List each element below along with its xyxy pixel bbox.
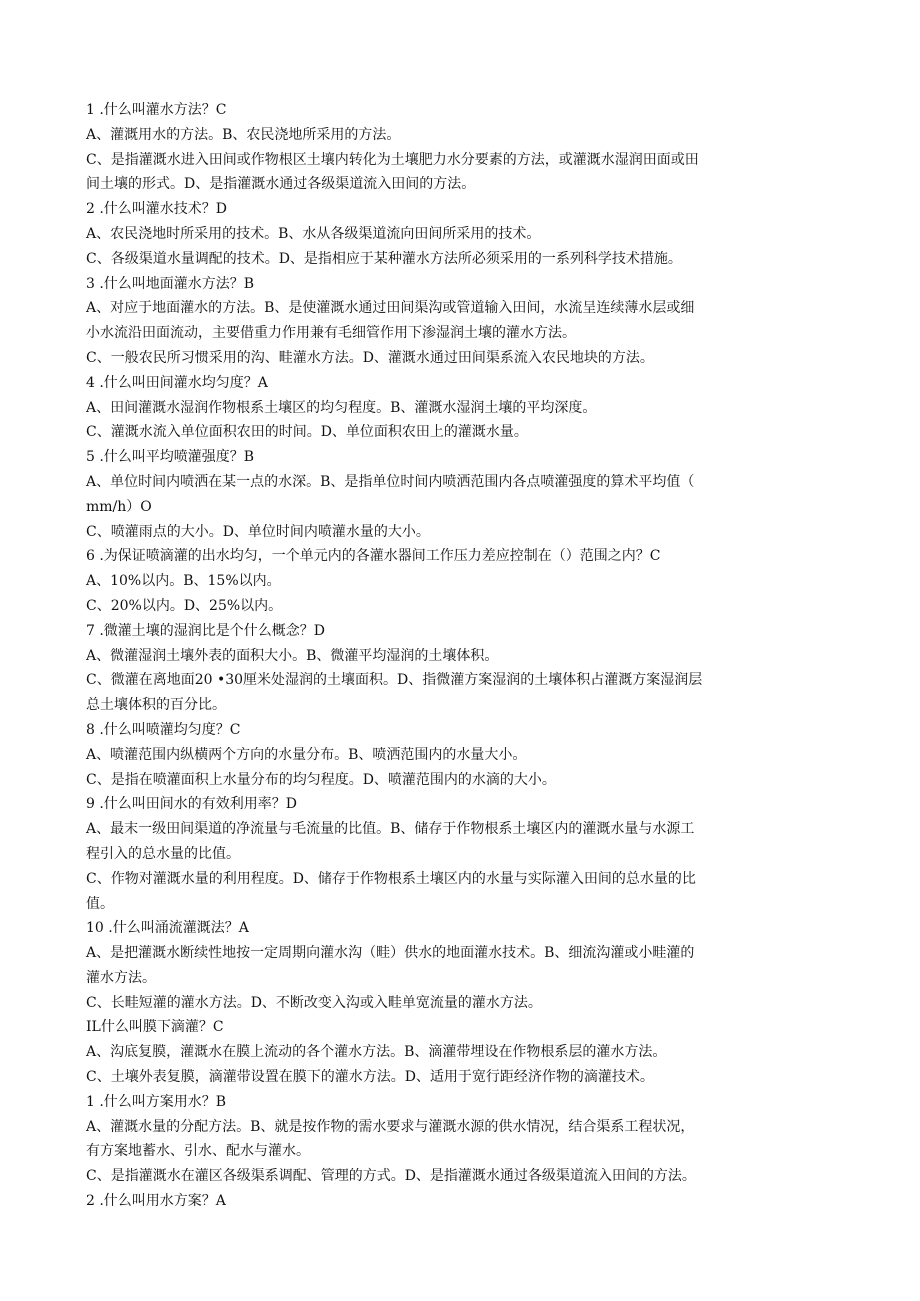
text-line: C、是指灌溉水进入田间或作物根区土壤内转化为土壤肥力水分要素的方法，或灌溉水湿润田面或田 <box>86 151 699 168</box>
text-line: A、田间灌溉水湿润作物根系土壤区的均匀程度。B、灌溉水湿润土壤的平均深度。 <box>86 399 597 416</box>
text-line: 10 .什么叫涌流灌溉法？A <box>86 920 249 937</box>
text-line: C、各级渠道水量调配的技术。D、是指相应于某种灌水方法所必须采用的一系列科学技术措施。 <box>86 250 682 267</box>
text-line: 小水流沿田面流动，主要借重力作用兼有毛细管作用下渗湿润土壤的灌水方法。 <box>86 325 576 342</box>
text-line: A、单位时间内喷洒在某一点的水深。B、是指单位时间内喷洒范围内各点喷灌强度的算术平均值（ <box>86 473 695 490</box>
text-line: 3 .什么叫地面灌水方法？B <box>86 275 255 292</box>
text-line: C、一般农民所习惯采用的沟、畦灌水方法。D、灌溉水通过田间渠系流入农民地块的方法。 <box>86 349 654 366</box>
text-line: A、喷灌范围内纵横两个方向的水量分布。B、喷洒范围内的水量大小。 <box>86 746 527 763</box>
text-line: IL什么叫膜下滴灌？C <box>86 1019 224 1036</box>
text-line: 总土壤体积的百分比。 <box>86 697 226 714</box>
text-line: 8 .什么叫喷灌均匀度？C <box>86 721 241 738</box>
text-line: mm/h）O <box>86 498 152 515</box>
text-line: 程引入的总水量的比值。 <box>86 845 240 862</box>
text-line: 值。 <box>86 895 114 912</box>
text-line: C、灌溉水流入单位面积农田的时间。D、单位面积农田上的灌溉水量。 <box>86 424 528 441</box>
text-line: 2 .什么叫用水方案？A <box>86 1193 226 1210</box>
text-line: C、土壤外表复膜，滴灌带设置在膜下的灌水方法。D、适用于宽行距经济作物的滴灌技术。 <box>86 1069 654 1086</box>
text-line: 7 .微灌土壤的湿润比是个什么概念？D <box>86 622 326 639</box>
text-line: 5 .什么叫平均喷灌强度？B <box>86 449 255 466</box>
text-line: 6 .为保证喷滴灌的出水均匀，一个单元内的各灌水器间工作压力差应控制在（）范围之内？C <box>86 548 661 565</box>
text-line: A、10%以内。B、15%以内。 <box>86 573 281 590</box>
text-line: 1 .什么叫灌水方法？C <box>86 102 227 118</box>
text-line: C、喷灌雨点的大小。D、单位时间内喷灌水量的大小。 <box>86 523 430 540</box>
text-line: 4 .什么叫田间灌水均匀度？A <box>86 374 268 391</box>
text-line: A、最末一级田间渠道的净流量与毛流量的比值。B、储存于作物根系土壤区内的灌溉水量与水源工 <box>86 821 695 838</box>
text-line: A、灌溉用水的方法。B、农民浇地所采用的方法。 <box>86 126 401 143</box>
text-line: A、对应于地面灌水的方法。B、是使灌溉水通过田间渠沟或管道输入田间，水流呈连续薄水层或细 <box>86 300 695 317</box>
text-line: 9 .什么叫田间水的有效利用率？D <box>86 796 298 813</box>
text-line: C、微灌在离地面20 •30厘米处湿润的土壤面积。D、指微灌方案湿润的土壤体积占灌溉方案湿润层 <box>86 672 703 689</box>
text-line: 有方案地蓄水、引水、配水与灌水。 <box>86 1143 310 1160</box>
text-line: 间土壤的形式。D、是指灌溉水通过各级渠道流入田间的方法。 <box>86 176 476 193</box>
document-body <box>86 98 836 1214</box>
text-line: 1 .什么叫方案用水？B <box>86 1093 227 1110</box>
text-line: A、沟底复膜，灌溉水在膜上流动的各个灌水方法。B、滴灌带埋设在作物根系层的灌水方法。 <box>86 1044 667 1061</box>
text-line: A、灌溉水量的分配方法。B、就是按作物的需水要求与灌溉水源的供水情况，结合渠系工程状况， <box>86 1118 695 1135</box>
text-line: 灌水方法。 <box>86 969 156 986</box>
text-line: 2 .什么叫灌水技术？D <box>86 201 228 218</box>
text-line: A、农民浇地时所采用的技术。B、水从各级渠道流向田间所采用的技术。 <box>86 225 541 242</box>
text-line: A、是把灌溉水断续性地按一定周期向灌水沟（畦）供水的地面灌水技术。B、细流沟灌或小畦灌的 <box>86 945 695 962</box>
text-line: A、微灌湿润土壤外表的面积大小。B、微灌平均湿润的土壤体积。 <box>86 647 499 664</box>
text-line: C、作物对灌溉水量的利用程度。D、储存于作物根系土壤区内的水量与实际灌入田间的总水量的比 <box>86 870 696 887</box>
text-line: C、长畦短灌的灌水方法。D、不断改变入沟或入畦单宽流量的灌水方法。 <box>86 994 542 1011</box>
text-line: C、是指在喷灌面积上水量分布的均匀程度。D、喷灌范围内的水滴的大小。 <box>86 771 556 788</box>
text-line: C、是指灌溉水在灌区各级渠系调配、管理的方式。D、是指灌溉水通过各级渠道流入田间的方法。 <box>86 1168 696 1185</box>
text-line: C、20%以内。D、25%以内。 <box>86 597 283 614</box>
